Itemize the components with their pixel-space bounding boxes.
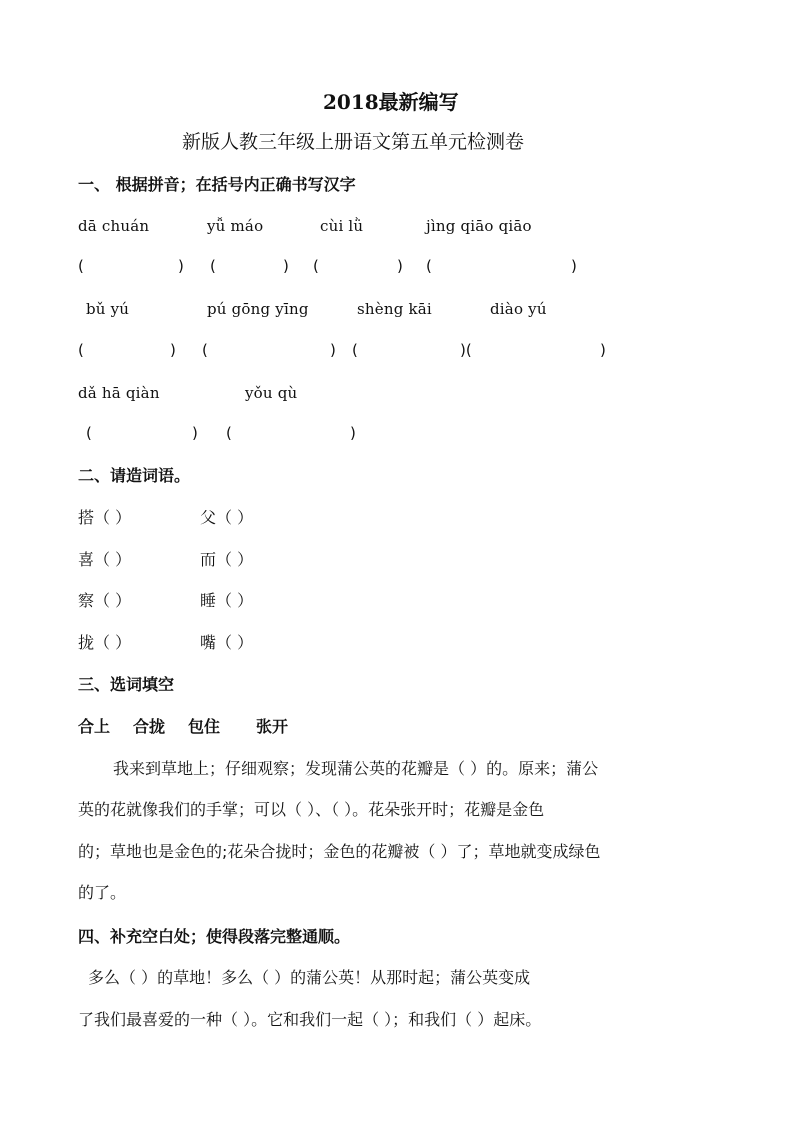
answer-bracket-open: (	[426, 257, 432, 275]
answer-bracket-close-open: )(	[460, 341, 472, 359]
section2-heading: 二、请造词语。	[78, 466, 191, 485]
paragraph-line: 我来到草地上；仔细观察；发现蒲公英的花瓣是（ ）的。原来；蒲公	[113, 759, 599, 778]
word-bank-item: 张开	[256, 717, 289, 736]
word-building-item: 父（ ）	[200, 508, 254, 527]
document-title: 2018最新编写	[323, 90, 459, 114]
word-bank-item: 合上	[78, 717, 111, 736]
document-subtitle: 新版人教三年级上册语文第五单元检测卷	[182, 131, 525, 153]
answer-bracket-close: )	[283, 257, 289, 275]
word-building-item: 察（ ）	[78, 591, 132, 610]
answer-bracket-open: (	[78, 257, 84, 275]
answer-bracket-close: )	[178, 257, 184, 275]
answer-bracket-open: (	[202, 341, 208, 359]
section4-heading: 四、补充空白处；使得段落完整通顺。	[78, 927, 351, 946]
word-building-item: 而（ ）	[200, 550, 254, 569]
pinyin-item: pú gōng yīng	[207, 300, 309, 318]
word-bank-item: 包住	[188, 717, 221, 736]
answer-bracket-open: (	[86, 424, 92, 442]
pinyin-item: yǚ máo	[207, 217, 264, 235]
answer-bracket-close: )	[330, 341, 336, 359]
pinyin-item: diào yú	[490, 300, 547, 318]
answer-bracket-close: )	[600, 341, 606, 359]
answer-bracket-open: (	[78, 341, 84, 359]
section1-heading: 一、 根据拼音；在括号内正确书写汉字	[78, 175, 356, 194]
paragraph-line: 多么（ ）的草地！多么（ ）的蒲公英！从那时起；蒲公英变成	[88, 968, 531, 987]
word-building-item: 嘴（ ）	[200, 633, 254, 652]
answer-bracket-close: )	[397, 257, 403, 275]
answer-bracket-open: (	[210, 257, 216, 275]
answer-bracket-open: (	[352, 341, 358, 359]
pinyin-item: shèng kāi	[357, 300, 432, 318]
answer-bracket-close: )	[350, 424, 356, 442]
word-building-item: 搭（ ）	[78, 508, 132, 527]
paragraph-line: 的；草地也是金色的;花朵合拢时；金色的花瓣被（ ）了；草地就变成绿色	[78, 842, 601, 861]
answer-bracket-close: )	[170, 341, 176, 359]
word-building-item: 喜（ ）	[78, 550, 132, 569]
paragraph-line: 了我们最喜爱的一种（ ）。它和我们一起（ ）；和我们（ ）起床。	[78, 1010, 542, 1029]
paragraph-line: 英的花就像我们的手掌；可以（ ）、（ ）。花朵张开时；花瓣是金色	[78, 800, 545, 819]
answer-bracket-open: (	[226, 424, 232, 442]
paragraph-line: 的了。	[78, 883, 127, 902]
answer-bracket-close: )	[192, 424, 198, 442]
section3-heading: 三、选词填空	[78, 675, 175, 694]
pinyin-item: bǔ yú	[86, 300, 130, 318]
word-building-item: 睡（ ）	[200, 591, 254, 610]
pinyin-item: cùi lǜ	[320, 217, 364, 235]
pinyin-item: dǎ hā qiàn	[78, 384, 160, 402]
answer-bracket-close: )	[571, 257, 577, 275]
pinyin-item: dā chuán	[78, 217, 150, 235]
answer-bracket-open: (	[313, 257, 319, 275]
pinyin-item: yǒu qù	[245, 384, 298, 402]
word-bank-item: 合拢	[133, 717, 166, 736]
pinyin-item: jìng qiāo qiāo	[426, 217, 532, 235]
word-building-item: 拢（ ）	[78, 633, 132, 652]
